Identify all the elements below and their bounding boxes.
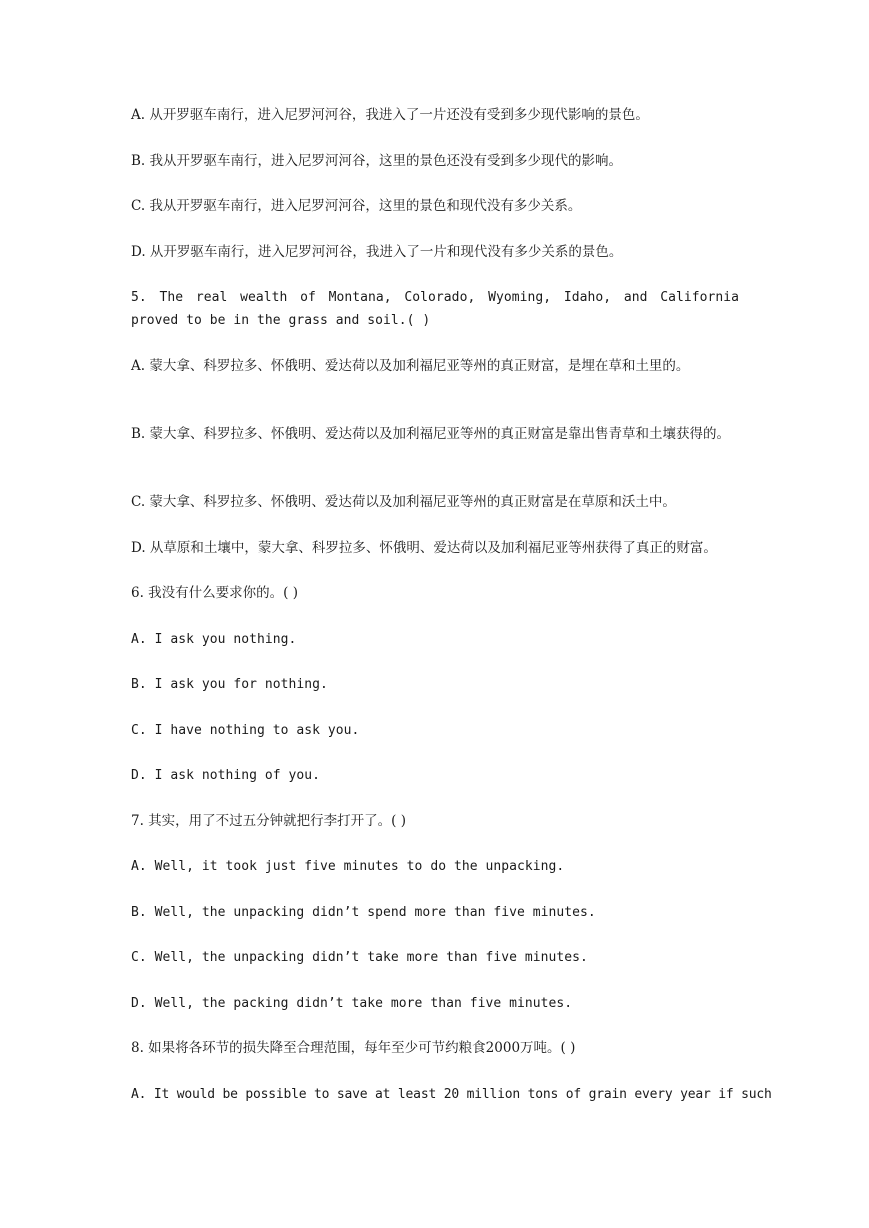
q5-option-a: A. 蒙大拿、科罗拉多、怀俄明、爱达荷以及加利福尼亚等州的真正财富，是埋在草和土里的。 — [131, 358, 690, 374]
q7-option-d: D. Well, the packing didn’t take more than five minutes. — [131, 996, 573, 1011]
q5-question: 5. The real wealth of Montana, Colorado, Wyoming, Idaho, and California proved to be in the grass and soil.( ) — [131, 290, 739, 328]
q7-option-c: C. Well, the unpacking didn’t take more than five minutes. — [131, 950, 588, 965]
q4-option-a: A. 从开罗驱车南行，进入尼罗河河谷，我进入了一片还没有受到多少现代影响的景色。 — [131, 107, 649, 123]
q6-option-c: C. I have nothing to ask you. — [131, 723, 360, 738]
q7-option-b: B. Well, the unpacking didn’t spend more than five minutes. — [131, 905, 596, 920]
q5-option-b: B. 蒙大拿、科罗拉多、怀俄明、爱达荷以及加利福尼亚等州的真正财富是靠出售青草和土壤获得的。 — [131, 426, 731, 442]
q5-option-d: D. 从草原和土壤中，蒙大拿、科罗拉多、怀俄明、爱达荷以及加利福尼亚等州获得了真正的财富。 — [131, 540, 717, 556]
q6-option-a: A. I ask you nothing. — [131, 632, 297, 647]
q8-option-a: A. It would be possible to save at least 20 million tons of grain every year if such — [131, 1087, 772, 1102]
q4-option-c: C. 我从开罗驱车南行，进入尼罗河河谷，这里的景色和现代没有多少关系。 — [131, 198, 582, 214]
q4-option-d: D. 从开罗驱车南行，进入尼罗河河谷，我进入了一片和现代没有多少关系的景色。 — [131, 244, 623, 260]
q7-option-a: A. Well, it took just five minutes to do the unpacking. — [131, 859, 565, 874]
q7-question: 7. 其实，用了不过五分钟就把行李打开了。( ) — [131, 813, 406, 829]
q6-option-b: B. I ask you for nothing. — [131, 677, 328, 692]
q6-question: 6. 我没有什么要求你的。( ) — [131, 585, 298, 601]
q8-question: 8. 如果将各环节的损失降至合理范围，每年至少可节约粮食2000万吨。( ) — [131, 1040, 576, 1056]
q4-option-b: B. 我从开罗驱车南行，进入尼罗河河谷，这里的景色还没有受到多少现代的影响。 — [131, 153, 623, 169]
q6-option-d: D. I ask nothing of you. — [131, 768, 321, 783]
q5-option-c: C. 蒙大拿、科罗拉多、怀俄明、爱达荷以及加利福尼亚等州的真正财富是在草原和沃土中。 — [131, 494, 676, 510]
